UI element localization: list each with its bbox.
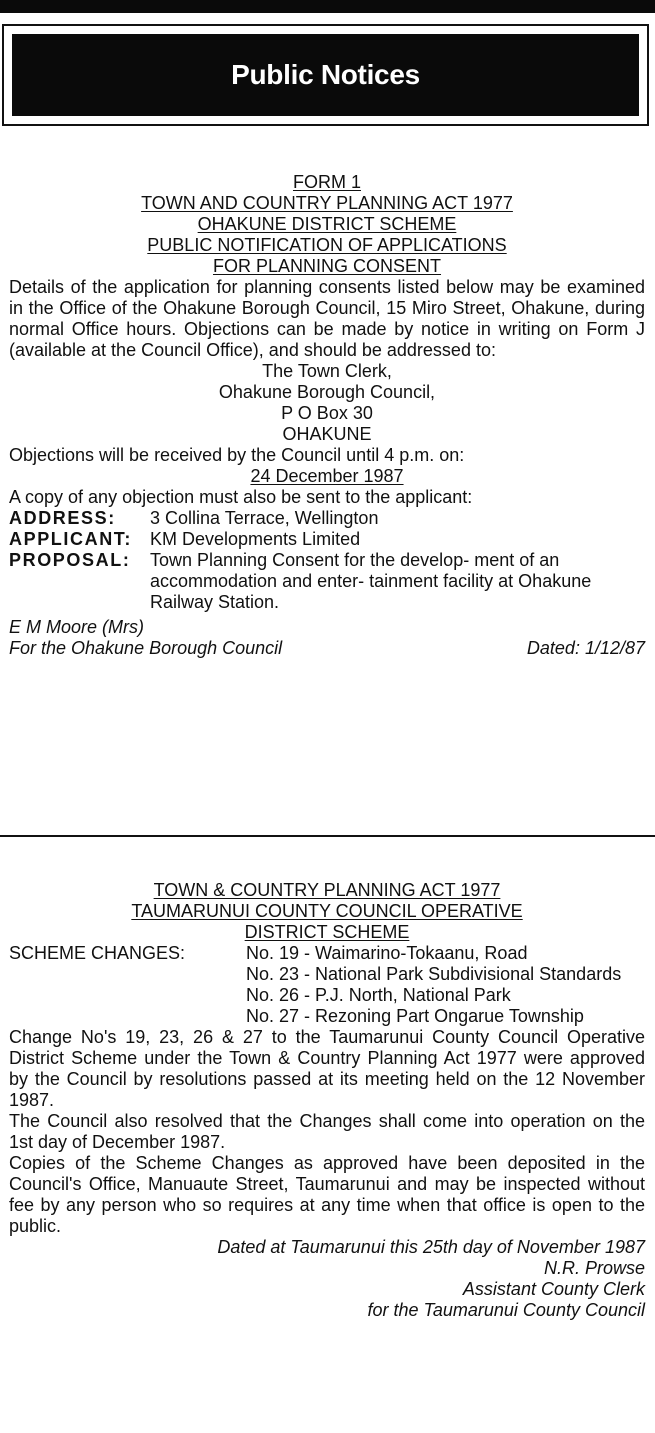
list-item: No. 23 - National Park Subdivisional Standards xyxy=(246,964,622,984)
list-item: No. 27 - Rezoning Part Ongarue Township xyxy=(246,1006,584,1026)
scheme-changes-list xyxy=(246,943,645,1027)
dated: Dated at Taumarunui this 25th day of November 1987 xyxy=(217,1237,645,1257)
section-header-frame xyxy=(2,24,649,126)
detail-row xyxy=(9,550,645,613)
act-title: TOWN AND COUNTRY PLANNING ACT 1977 xyxy=(141,193,513,213)
notice-heading: PUBLIC NOTIFICATION OF APPLICATIONS xyxy=(147,235,507,255)
notice-subheading: FOR PLANNING CONSENT xyxy=(212,256,442,276)
scheme-changes xyxy=(9,943,645,1027)
signature-row xyxy=(9,638,645,659)
section-header xyxy=(12,34,639,116)
copy-text: A copy of any objection must also be sent to the applicant: xyxy=(9,487,473,507)
notice-paragraph: The Council also resolved that the Changes shall come into operation on the 1st day of December 1987. xyxy=(9,1111,645,1152)
list-item: No. 19 - Waimarino-Tokaanu, Road xyxy=(246,943,528,963)
address-line: P O Box 30 xyxy=(281,403,373,423)
detail-row xyxy=(9,529,645,550)
notice-paragraph: Change No's 19, 23, 26 & 27 to the Taumarunui County Council Operative District Scheme under the Town & Country Planning Act 1977 were approved by the Council by resolutions passed at its meeting held on the 12 November 1987. xyxy=(9,1027,645,1110)
notice-taumarunui-scheme-changes xyxy=(9,880,645,1321)
form-number: FORM 1 xyxy=(292,172,361,192)
address-line: OHAKUNE xyxy=(282,424,372,444)
detail-value: Town Planning Consent for the develop- ment of an accommodation and enter- tainment facility at Ohakune Railway Station. xyxy=(150,550,592,612)
notice-ohakune-planning-consent xyxy=(9,172,645,659)
signatory: E M Moore (Mrs) xyxy=(9,617,144,637)
detail-row xyxy=(9,508,645,529)
notice-divider xyxy=(0,835,655,837)
objections-text: Objections will be received by the Council until 4 p.m. on: xyxy=(9,445,465,465)
detail-label: PROPOSAL: xyxy=(9,550,131,570)
signatory-org: for the Taumarunui County Council xyxy=(367,1300,645,1320)
detail-value: KM Developments Limited xyxy=(150,529,361,549)
detail-label: APPLICANT: xyxy=(9,529,132,549)
signatory-org: For the Ohakune Borough Council xyxy=(9,638,283,658)
scheme-title: OHAKUNE DISTRICT SCHEME xyxy=(197,214,457,234)
detail-label: ADDRESS: xyxy=(9,508,116,528)
signatory-title: Assistant County Clerk xyxy=(462,1279,645,1299)
notice-body: Details of the application for planning consents listed below may be examined in the Office of the Ohakune Borough Council, 15 Miro Street, Ohakune, during normal Office hours. Objections can be made by notice in writing on Form J (available at the Council Office), and should be addressed to: xyxy=(9,277,645,360)
act-title: TOWN & COUNTRY PLANNING ACT 1977 xyxy=(153,880,501,900)
scheme-title: DISTRICT SCHEME xyxy=(244,922,410,942)
deadline-date: 24 December 1987 xyxy=(250,466,404,486)
address-line: Ohakune Borough Council, xyxy=(218,382,436,402)
signatory: N.R. Prowse xyxy=(543,1258,645,1278)
list-item: No. 26 - P.J. North, National Park xyxy=(246,985,511,1005)
address-line: The Town Clerk, xyxy=(262,361,392,381)
dated: Dated: 1/12/87 xyxy=(526,638,645,658)
detail-value: 3 Collina Terrace, Wellington xyxy=(150,508,379,528)
council-title: TAUMARUNUI COUNTY COUNCIL OPERATIVE xyxy=(131,901,523,921)
scheme-changes-label: SCHEME CHANGES: xyxy=(9,943,186,963)
top-rule xyxy=(0,0,655,13)
section-title: Public Notices xyxy=(231,59,420,90)
notice-paragraph: Copies of the Scheme Changes as approved have been deposited in the Council's Office, Manuaute Street, Taumarunui and may be inspected without fee by any person who so requires at any time when that office is open to the public. xyxy=(9,1153,645,1236)
